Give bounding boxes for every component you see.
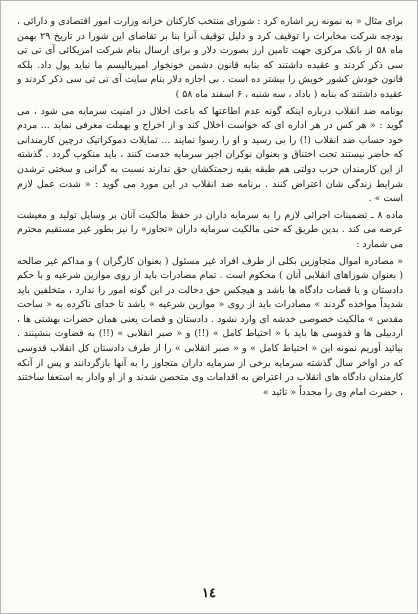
document-body xyxy=(17,15,403,579)
page-number: ١٤ xyxy=(202,586,216,601)
paragraph-quote: « مصادره اموال متجاوزین بکلی از طرف افراد غیر مسئول ( بعنوان کارگران ) و مداکم غیر صالحه ( بعنوان شوراهای انقلابی آنان ) محکوم است . تمام مصادرات باید از روی موازین شرعیه و با حکم دادستان و یا قضات دادگاه ها باشد و هیچکس حق دخالت در این گونه امور را ندارد ، متخلفین باید شدیداً مواخذه گردند » مصادرات باید از روی « موازین شرعیه » باشد تا خدای ناکرده به « ساحت مقدس » مالکیت خصوصی خدشه ای وارد نشود . دادستان و قضات یعنی همان حضرات بهشتی ها ، اردبیلی ها و قدوسی ها باید با « احتیاط کامل » (!!) و « صبر انقلابی » (!!) به قضاوت بنشینند . بیائید آوریم نمونه این « احتیاط کامل » و « صبر انقلابی » را از طرف دادستان کل انقلاب قدوسی که در اواخر سال گذشته سرمایه برخی از سرمایه داران متجاوز را به آنها بازگردانند و پس از آنکه کارمندان دادگاه های انقلاب در اعتراض به اقدامات وی متحصن شدند و از او وادار به استعفا ساختند ، حضرت امام وی را مجدداً « تائید » xyxy=(17,255,403,398)
paragraph-program: بونامه ضد انقلاب درباره اینکه گونه عدم اطاعتها که باعث اخلال در امنیت سرمایه می شود ، می گوید : « هر کس در هر اداره ای که خواست اخلال کند و از اخراج و بهملت معرفی نماید ... مردم خود حساب ضد انقلاب (!) را بی رسید و او را رسوا نمایند ... تمایلات دموکراتیک درچین کارمندانی که حاضر نیستند تحت اختناق و بعنوان نوکران اجیر سرمایه خدمت کنند ، باید منکوب گردد . گذشته از این کارمندان حزب دولتی هم طبقه بقیه زحمتکشان حق ندارند نسبت به گرانی و سختی ترشدن شرایط زندگی شان اعتراض کنند . برنامه ضد انقلاب در این مورد می گوید : « شدت عمل لازم است » . xyxy=(17,105,403,205)
paragraph-intro: برای مثال « به نمونه زیر اشاره کرد : شورای منتخب کارکنان خزانه وزارت امور اقتصادی و دارائی ، بودجه شرکت مخابرات را توقیف کرد و دلیل توقیف آنرا بنا بر تقاضای این شورا در تاریخ ۲۹ بهمن ماه ۵۸ از بانک مرکزی جهت تامین ارز بصورت دلار و برای ارسال بنام شرکت امریکائی آی تی تی سی ذکر کردند و عقیده داشتند که بنابه قانون دشمن خونخوار امپریالیسم ما نباید پول داد. بلکه قانون خودش کشور خویش را بیشتر ده است . بی اجازه دلار بنام سایت آی تی تی سی ذکر کردند و عقیده داشتند که بنابه ( باداد ، سه شنبه ، ۶ اسفند ماه ۵۸ ) xyxy=(17,16,404,100)
paragraph-article-8: ماده ۸ ـ تضمینات اجرائی لازم را به سرمایه داران در حفظ مالکیت آنان بر وسایل تولید و معیشت عرضه می کند . بدین طریق که حتی مالکیت سرمایه داران «تجاوز» را نیز بطور غیر مستقیم محترم می شمارد : xyxy=(17,209,404,250)
